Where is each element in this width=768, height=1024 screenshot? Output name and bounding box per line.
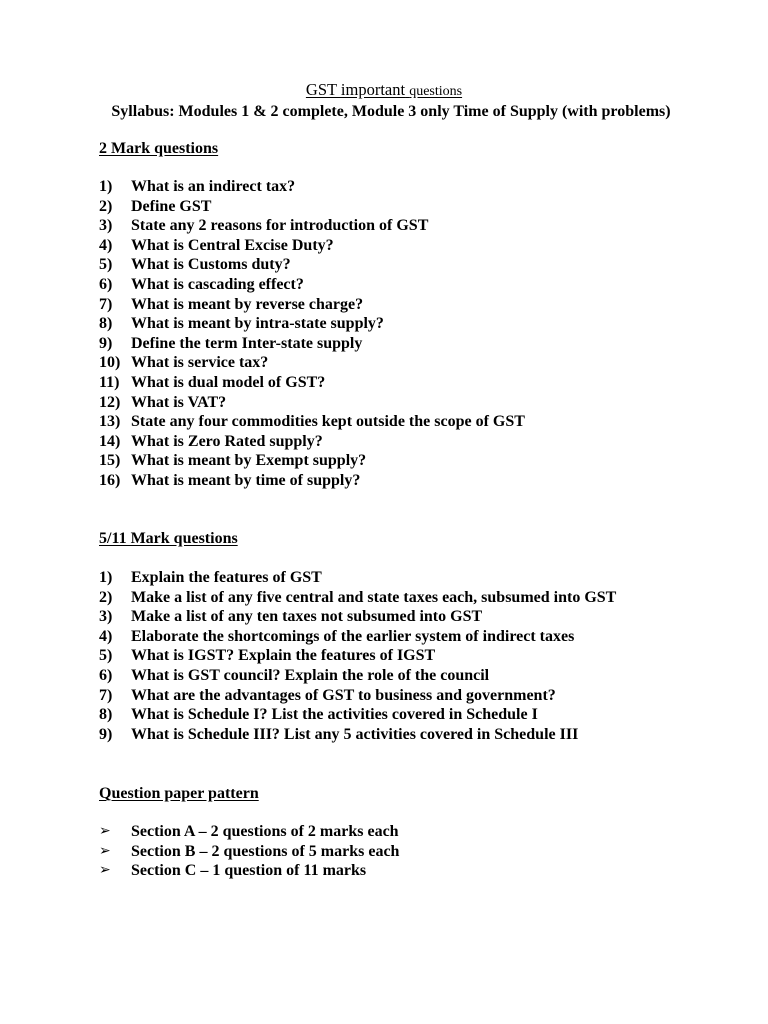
item-text: Section C – 1 question of 11 marks <box>131 862 367 880</box>
item-number: 15) <box>99 452 121 470</box>
item-number: 9) <box>99 334 113 352</box>
item-number: 10) <box>99 354 121 372</box>
item-text: Define GST <box>131 197 212 215</box>
item-text: State any 2 reasons for introduction of GST <box>131 217 429 235</box>
syllabus-line: Syllabus: Modules 1 & 2 complete, Module 3 only Time of Supply (with problems) <box>111 103 671 120</box>
item-text: What is meant by intra-state supply? <box>131 315 384 333</box>
item-text: What is dual model of GST? <box>131 373 326 391</box>
item-text: What is GST council? Explain the role of the council <box>131 666 490 684</box>
item-number: 3) <box>99 608 113 626</box>
item-text: What is meant by time of supply? <box>131 471 361 489</box>
item-text: What is Central Excise Duty? <box>131 236 334 254</box>
item-number: 2) <box>99 588 113 606</box>
item-text: Define the term Inter-state supply <box>131 334 363 352</box>
item-number: 2) <box>99 197 113 215</box>
item-text: What is Zero Rated supply? <box>131 432 323 450</box>
item-number: 1) <box>99 178 113 195</box>
item-number: 4) <box>99 627 113 645</box>
title-suffix: questions <box>409 84 463 99</box>
item-text: What is IGST? Explain the features of IGST <box>131 647 436 665</box>
item-number: 8) <box>99 706 113 724</box>
five-eleven-mark-heading: 5/11 Mark questions <box>99 530 238 547</box>
item-number: 16) <box>99 471 121 489</box>
item-text: What is meant by Exempt supply? <box>131 452 367 470</box>
item-text: Make a list of any ten taxes not subsumed into GST <box>131 608 483 626</box>
item-text: What are the advantages of GST to business and government? <box>131 686 556 704</box>
item-number: 4) <box>99 236 113 254</box>
item-text: What is Customs duty? <box>131 256 291 274</box>
item-number: 6) <box>99 666 113 684</box>
item-number: 13) <box>99 413 121 431</box>
arrowhead-bullet-icon: ➢ <box>99 823 111 839</box>
item-number: 1) <box>99 569 113 586</box>
arrowhead-bullet-icon: ➢ <box>99 842 111 859</box>
item-text: What is an indirect tax? <box>131 178 296 195</box>
item-number: 5) <box>99 647 113 665</box>
item-text: What is Schedule I? List the activities covered in Schedule I <box>131 706 538 724</box>
item-text: Section A – 2 questions of 2 marks each <box>131 823 399 840</box>
item-number: 7) <box>99 686 113 704</box>
item-text: What is cascading effect? <box>131 275 304 293</box>
item-number: 14) <box>99 432 121 450</box>
question-paper-pattern-heading: Question paper pattern <box>99 785 259 802</box>
item-text: Section B – 2 questions of 5 marks each <box>131 842 400 860</box>
item-text: Explain the features of GST <box>131 569 322 586</box>
item-number: 7) <box>99 295 113 313</box>
item-number: 3) <box>99 217 113 235</box>
item-text: What is VAT? <box>131 393 227 411</box>
item-number: 11) <box>99 373 120 391</box>
item-number: 5) <box>99 256 113 274</box>
item-number: 12) <box>99 393 121 411</box>
title-main: GST important <box>305 80 406 99</box>
item-number: 9) <box>99 725 113 743</box>
item-number: 6) <box>99 275 113 293</box>
document-title <box>0 79 768 103</box>
item-text: What is Schedule III? List any 5 activities covered in Schedule III <box>131 725 579 743</box>
item-text: Elaborate the shortcomings of the earlier system of indirect taxes <box>131 627 575 645</box>
item-text: What is meant by reverse charge? <box>131 295 364 313</box>
two-mark-heading: 2 Mark questions <box>99 140 219 157</box>
arrowhead-bullet-icon: ➢ <box>99 862 111 879</box>
item-text: Make a list of any five central and state taxes each, subsumed into GST <box>131 588 617 606</box>
item-text: State any four commodities kept outside the scope of GST <box>131 413 525 431</box>
item-number: 8) <box>99 315 113 333</box>
item-text: What is service tax? <box>131 354 269 372</box>
